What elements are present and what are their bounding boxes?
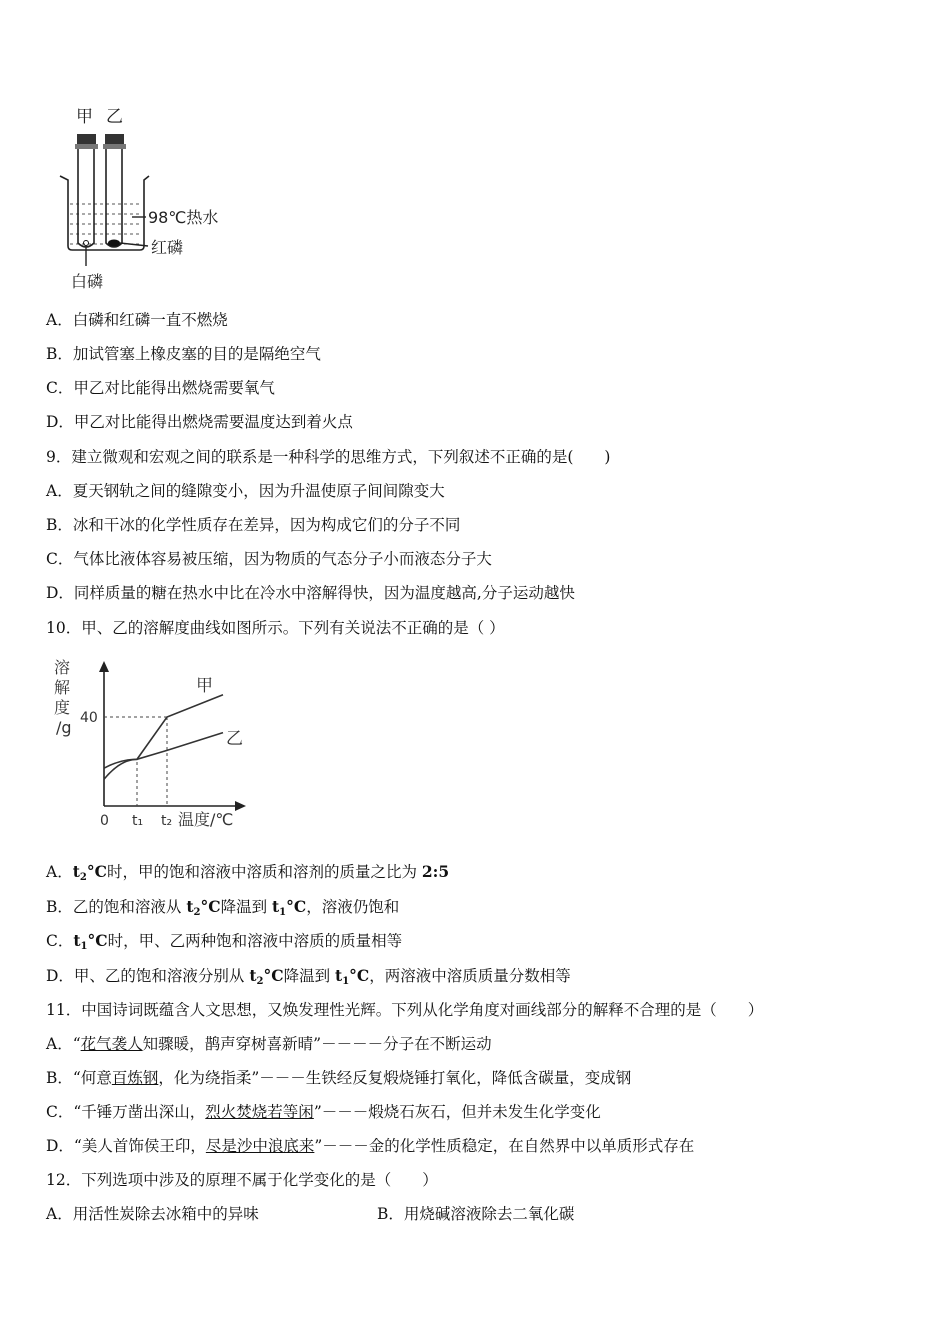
beaker <box>60 176 149 250</box>
tube-jia <box>78 149 94 247</box>
q10-stem: 10．甲、乙的溶解度曲线如图所示。下列有关说法不正确的是（ ） <box>46 619 505 637</box>
x-tick-label-t1: t₁ <box>132 813 144 829</box>
ylabel-char: 度 <box>54 698 71 717</box>
tube-yi <box>106 149 122 247</box>
solubility-chart <box>48 655 258 835</box>
q11-option-c: C．“千锤万凿出深山，烈火焚烧若等闲”－－－煅烧石灰石，但并未发生化学变化 <box>46 1103 601 1121</box>
q8-option-b: B．加试管塞上橡皮塞的目的是隔绝空气 <box>46 345 321 363</box>
q12-option-b: B．用烧碱溶液除去二氧化碳 <box>377 1205 575 1223</box>
series-label-jia: 甲 <box>196 676 213 696</box>
q8-option-c: C．甲乙对比能得出燃烧需要氧气 <box>46 379 275 397</box>
q9-option-c: C．气体比液体容易被压缩，因为物质的气态分子小而液态分子大 <box>46 550 492 568</box>
y-axis-arrow <box>99 661 109 672</box>
ylabel-char: 解 <box>54 678 71 697</box>
q11-option-a: A．“花气袭人知骤暖，鹊声穿树喜新晴”－－－－分子在不断运动 <box>46 1035 492 1053</box>
label-hot-water: 98℃热水 <box>148 208 219 227</box>
x-tick-label-t2: t₂ <box>161 813 173 829</box>
ylabel-char: 溶 <box>54 658 71 677</box>
q10-option-d: D．甲、乙的饱和溶液分别从 $t_2^\circ C$降温到 $t_1^\circ C$，两溶液中溶质质量分数相等 <box>46 966 571 987</box>
q8-option-d: D．甲乙对比能得出燃烧需要温度达到着火点 <box>46 413 353 431</box>
y-tick-label-40: 40 <box>80 710 98 726</box>
white-phosphorus <box>84 241 89 246</box>
stopper-yi <box>105 134 124 144</box>
label-yi: 乙 <box>106 107 123 127</box>
series-label-yi: 乙 <box>226 729 243 749</box>
ylabel <box>54 658 72 737</box>
q11-option-b: B．“何意百炼钢，化为绕指柔”－－－生铁经反复煅烧锤打氧化，降低含碳量，变成钢 <box>46 1069 632 1087</box>
red-phosphorus <box>108 240 120 247</box>
q10-option-a: A．$t_2^\circ C$时，甲的饱和溶液中溶质和溶剂的质量之比为 2:5 <box>46 862 450 883</box>
q9-stem: 9．建立微观和宏观之间的联系是一种科学的思维方式，下列叙述不正确的是( ) <box>46 448 611 466</box>
q8-option-a: A．白磷和红磷一直不燃烧 <box>46 311 228 329</box>
q12-option-a: A．用活性炭除去冰箱中的异味 <box>46 1205 259 1223</box>
xlabel: 温度/℃ <box>178 810 234 829</box>
q11-option-d: D．“美人首饰侯王印，尽是沙中浪底来”－－－金的化学性质稳定，在自然界中以单质形式存在 <box>46 1137 695 1155</box>
label-jia: 甲 <box>76 107 93 127</box>
q10-option-c: C．$t_1^\circ C$时，甲、乙两种饱和溶液中溶质的质量相等 <box>46 931 403 952</box>
label-red-phosphorus: 红磷 <box>151 238 184 257</box>
ylabel-char: /g <box>56 718 72 737</box>
q9-option-a: A．夏天钢轨之间的缝隙变小，因为升温使原子间间隙变大 <box>46 482 445 500</box>
q12-stem: 12．下列选项中涉及的原理不属于化学变化的是（ ） <box>46 1171 438 1189</box>
origin-label: 0 <box>100 813 109 829</box>
q9-option-b: B．冰和干冰的化学性质存在差异，因为构成它们的分子不同 <box>46 516 461 534</box>
x-axis-arrow <box>235 801 246 811</box>
q11-stem: 11．中国诗词既蕴含人文思想，又焕发理性光辉。下列从化学角度对画线部分的解释不合理的是（ ） <box>46 1001 764 1019</box>
label-white-phosphorus: 白磷 <box>71 272 104 291</box>
series-line-jia <box>104 695 223 780</box>
combustion-experiment-figure <box>54 100 234 295</box>
stopper-jia <box>77 134 96 144</box>
q9-option-d: D．同样质量的糖在热水中比在冷水中溶解得快，因为温度越高,分子运动越快 <box>46 584 575 602</box>
q10-option-b: B．乙的饱和溶液从 $t_2^\circ C$降温到 $t_1^\circ C$，溶液仍饱和 <box>46 897 400 918</box>
